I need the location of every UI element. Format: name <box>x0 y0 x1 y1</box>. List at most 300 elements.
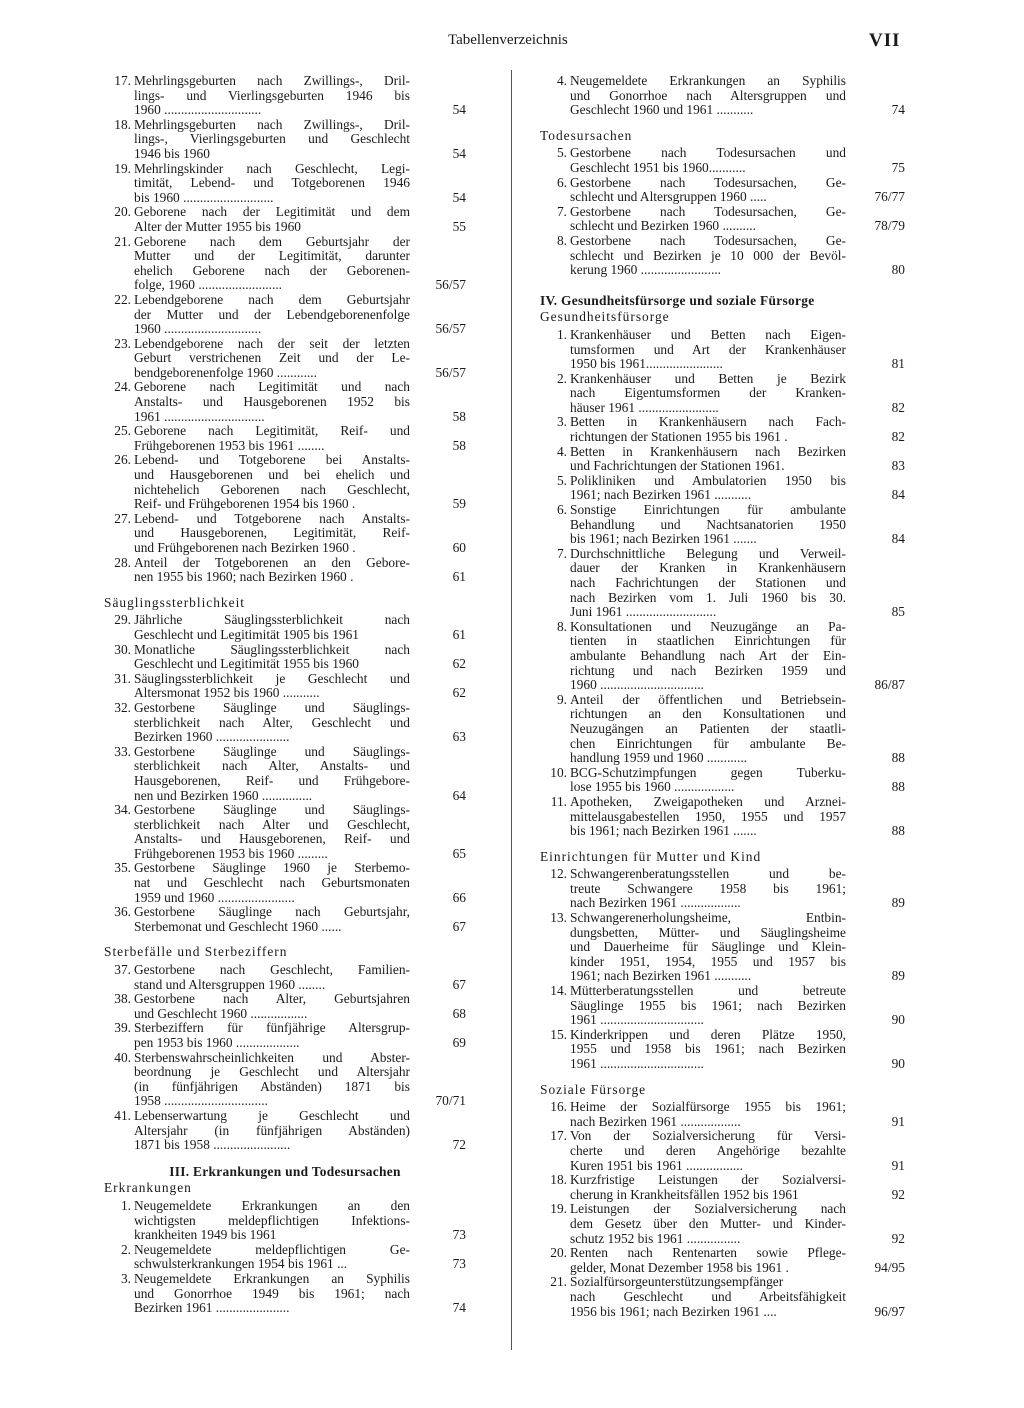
entry-title-line: tienten in staatlichen Einrichtungen für <box>570 634 846 649</box>
entry-number: 3. <box>556 414 567 430</box>
entry-title <box>570 234 846 278</box>
entry-title-line: Geschlecht und Legitimität 1905 bis 1961 <box>134 627 359 642</box>
entry-title-line: Altersmonat 1952 bis 1960 ........... <box>134 686 320 701</box>
entry-number: 25. <box>114 423 131 439</box>
entry-title-line: und Fachrichtungen der Stationen 1961. <box>570 459 785 474</box>
entry-title-line: Konsultationen und Neuzugänge an Pa- <box>570 619 846 634</box>
entry-title-line: Apotheken, Zweigapotheken und Arznei- <box>570 794 846 809</box>
entry-title-line: Säuglinge 1955 bis 1961; nach Bezirken <box>570 998 846 1013</box>
entry-page-number: 60 <box>452 540 466 555</box>
entry-number: 5. <box>556 472 567 488</box>
entry-title-line: der Mutter und der Lebendgeborenenfolge <box>134 307 410 322</box>
entry-title-line: Heime der Sozialfürsorge 1955 bis 1961; <box>570 1100 846 1115</box>
entry-title <box>570 445 846 474</box>
toc-entry <box>540 911 905 984</box>
entry-title-line: lings-, Vierlingsgeburten und Geschlecht <box>134 132 410 147</box>
entry-title-line: Säuglingssterblichkeit je Geschlecht und <box>134 671 410 686</box>
toc-entry <box>540 1173 905 1202</box>
entry-list <box>104 613 466 934</box>
entry-title-line: timität, Lebend- und Totgeborenen 1946 <box>134 176 410 191</box>
entry-title <box>570 693 846 766</box>
toc-entry <box>540 766 905 795</box>
entry-page-number: 67 <box>452 976 466 992</box>
entry-title-line: 1960 ............................. <box>134 103 262 118</box>
entry-title-line: Geborene nach Legitimität und nach <box>134 380 410 395</box>
entry-page-number: 64 <box>452 787 466 803</box>
entry-number: 1. <box>556 326 567 342</box>
entry-number: 33. <box>114 743 131 759</box>
entry-title-line: ambulante Behandlung nach Art der Ein- <box>570 648 846 663</box>
entry-number: 17. <box>550 1128 567 1144</box>
entry-title <box>134 162 410 206</box>
entry-title-line: bendgeborenenfolge 1960 ............ <box>134 365 317 380</box>
entry-number: 23. <box>114 335 131 351</box>
column-divider <box>511 70 512 1350</box>
entry-title-line: Renten nach Rentenarten sowie Pflege- <box>570 1246 846 1261</box>
entry-title <box>570 474 846 503</box>
entry-title <box>134 205 410 234</box>
entry-page-number: 66 <box>452 889 466 905</box>
section-heading-mutter-und-kind: Einrichtungen für Mutter und Kind <box>540 848 762 864</box>
entry-title-line: Gestorbene Säuglinge nach Geburtsjahr, <box>134 905 410 920</box>
entry-title <box>570 1275 846 1319</box>
entry-title <box>570 547 846 620</box>
entry-title-line: und Frühgeborenen nach Bezirken 1960 . <box>134 541 356 555</box>
running-header-title: Tabellenverzeichnis <box>448 32 568 48</box>
entry-page-number: 92 <box>891 1186 905 1202</box>
entry-title-line: BCG-Schutzimpfungen gegen Tuberku- <box>570 765 846 780</box>
entry-number: 36. <box>114 904 131 920</box>
entry-title-line: cherte und deren Angehörige bezahlte <box>570 1143 846 1158</box>
entry-page-number: 74 <box>891 102 905 118</box>
entry-page-number: 67 <box>452 918 466 934</box>
entry-title-line: 1959 und 1960 ....................... <box>134 890 295 905</box>
section-heading-soziale-fuersorge: Soziale Fürsorge <box>540 1081 647 1097</box>
toc-entry <box>104 905 466 934</box>
entry-page-number: 83 <box>891 458 905 474</box>
entry-page-number: 61 <box>452 569 466 585</box>
entry-page-number: 54 <box>452 189 466 205</box>
toc-entry <box>104 205 466 234</box>
entry-title <box>134 1051 410 1109</box>
entry-title-line: Krankenhäuser und Betten nach Eigen- <box>570 327 846 342</box>
entry-title-line: und Gonorrhoe nach Altersgruppen und <box>570 88 846 103</box>
entry-title-line: treute Schwangere 1958 bis 1961; <box>570 881 846 896</box>
toc-entry <box>104 293 466 337</box>
entry-title-line: chen Einrichtungen für ambulante Be- <box>570 736 846 751</box>
entry-title-line: nach Bezirken vom 1. Juli 1960 bis 30. <box>570 590 846 605</box>
entry-title-line: tumsformen und Art der Krankenhäuser <box>570 342 846 357</box>
entry-page-number: 76/77 <box>874 189 905 205</box>
toc-entry <box>104 337 466 381</box>
entry-title-line: Sterbeziffern für fünfjährige Altersgrup- <box>134 1021 410 1036</box>
entry-title-line: schlecht und Bezirken je 10 000 der Bevöl- <box>570 248 846 263</box>
entry-title-line: Neugemeldete meldepflichtigen Ge- <box>134 1242 410 1257</box>
entry-title-line: Mehrlingskinder nach Geschlecht, Legi- <box>134 161 410 176</box>
entry-title-line: nach Bezirken 1961 .................. <box>570 896 741 911</box>
entry-title-line: 1955 und 1958 bis 1961; nach Bezirken <box>570 1042 846 1057</box>
entry-title <box>134 613 410 642</box>
entry-title-line: 1956 bis 1961; nach Bezirken 1961 .... <box>570 1304 777 1319</box>
entry-number: 27. <box>114 510 131 526</box>
entry-title-line: krankheiten 1949 bis 1961 <box>134 1228 277 1243</box>
entry-title <box>570 146 846 175</box>
toc-entry <box>104 1109 466 1153</box>
entry-title <box>570 205 846 234</box>
entry-title-line: Gestorbene nach Todesursachen, Ge- <box>570 233 846 248</box>
entry-title-line: Gestorbene Säuglinge und Säuglings- <box>134 700 410 715</box>
entry-number: 1. <box>120 1197 131 1213</box>
page-number: VII <box>869 30 901 51</box>
entry-page-number: 82 <box>891 429 905 445</box>
entry-title-line: Neugemeldete Erkrankungen an Syphilis <box>134 1271 410 1286</box>
entry-title-line: sterblichkeit nach Alter und Geschlecht, <box>134 817 410 832</box>
toc-entry <box>104 613 466 642</box>
entry-title <box>570 176 846 205</box>
entry-number: 4. <box>556 73 567 88</box>
toc-entry <box>540 74 905 118</box>
entry-title-line: Betten in Krankenhäusern nach Bezirken <box>570 444 846 459</box>
toc-entry <box>540 176 905 205</box>
entry-title <box>570 766 846 795</box>
entry-title-line: sterblichkeit nach Alter, Geschlecht und <box>134 715 410 730</box>
entry-title <box>570 1173 846 1202</box>
right-column <box>540 74 905 1319</box>
entry-title-line: und Geschlecht 1960 ................. <box>134 1006 308 1021</box>
entry-title <box>134 701 410 745</box>
entry-title-line: Gestorbene nach Todesursachen und <box>570 146 846 161</box>
entry-title-line: Anteil der öffentlichen und Betriebsein- <box>570 692 846 707</box>
toc-entry <box>540 1202 905 1246</box>
entry-title-line: bis 1961; nach Bezirken 1961 ....... <box>570 824 757 839</box>
entry-title-line: Kinderkrippen und deren Plätze 1950, <box>570 1027 846 1042</box>
entry-title <box>570 1129 846 1173</box>
entry-list <box>104 74 466 585</box>
entry-page-number: 55 <box>452 218 466 234</box>
entry-title-line: Anstalts- und Hausgeborenen, Reif- und <box>134 832 410 847</box>
entry-list <box>104 963 466 1153</box>
toc-entry <box>104 701 466 745</box>
toc-entry <box>104 512 466 556</box>
entry-title-line: 1961; nach Bezirken 1961 ........... <box>570 969 752 984</box>
entry-page-number: 56/57 <box>435 277 466 293</box>
entry-page-number: 88 <box>891 750 905 766</box>
entry-title-line: schlecht und Altersgruppen 1960 ..... <box>570 190 767 205</box>
entry-page-number: 84 <box>891 531 905 547</box>
entry-title <box>570 911 846 984</box>
entry-title-line: Gestorbene nach Geschlecht, Familien- <box>134 963 410 978</box>
entry-number: 22. <box>114 291 131 307</box>
entry-number: 7. <box>556 203 567 219</box>
entry-page-number: 62 <box>452 685 466 701</box>
entry-title <box>134 118 410 162</box>
entry-title-line: nat und Geschlecht nach Geburtsmonaten <box>134 876 410 891</box>
entry-title-line: schlecht und Bezirken 1960 .......... <box>570 219 756 234</box>
entry-page-number: 89 <box>891 895 905 911</box>
entry-list <box>540 146 905 277</box>
entry-number: 10. <box>550 764 567 780</box>
entry-title-line: lose 1955 bis 1960 .................. <box>570 780 735 795</box>
toc-entry <box>104 672 466 701</box>
entry-title-line: und Hausgeborenen, Legitimität, Reif- <box>134 526 410 541</box>
entry-title-line: Sterbemonat und Geschlecht 1960 ...... <box>134 919 342 934</box>
toc-entry <box>540 1129 905 1173</box>
entry-list <box>540 328 905 839</box>
entry-title-line: Mehrlingsgeburten nach Zwillings-, Dril- <box>134 117 410 132</box>
entry-number: 6. <box>556 174 567 190</box>
entry-title <box>134 1199 410 1243</box>
entry-title <box>570 795 846 839</box>
entry-title-line: Mutter und der Legitimität, darunter <box>134 249 410 264</box>
entry-title-line: mittelausgabestellen 1950, 1955 und 1957 <box>570 809 846 824</box>
entry-page-number: 90 <box>891 1056 905 1071</box>
entry-page-number: 69 <box>452 1035 466 1050</box>
toc-entry <box>104 1243 466 1272</box>
entry-title-line: handlung 1959 und 1960 ............ <box>570 751 748 766</box>
entry-title-line: Gestorbene Säuglinge und Säuglings- <box>134 744 410 759</box>
entry-page-number: 86/87 <box>874 677 905 693</box>
entry-title-line: pen 1953 bis 1960 ................... <box>134 1036 300 1050</box>
entry-title-line: Hausgeborenen, Reif- und Frühgebore- <box>134 773 410 788</box>
toc-entry <box>104 74 466 118</box>
entry-title-line: nach Eigentumsformen der Kranken- <box>570 386 846 401</box>
entry-title-line: dauer der Kranken in Krankenhäusern <box>570 561 846 576</box>
entry-number: 18. <box>550 1172 567 1188</box>
entry-title-line: Jährliche Säuglingssterblichkeit nach <box>134 613 410 628</box>
entry-title-line: dungsbetten, Mütter- und Säuglingsheime <box>570 925 846 940</box>
entry-title <box>134 1272 410 1316</box>
entry-title-line: richtungen an den Konsultationen und <box>570 707 846 722</box>
entry-title-line: schwulsterkrankungen 1954 bis 1961 ... <box>134 1257 348 1272</box>
entry-title-line: Kurzfristige Leistungen der Sozialversi- <box>570 1173 846 1188</box>
entry-title-line: nen 1955 bis 1960; nach Bezirken 1960 . <box>134 570 354 585</box>
entry-title-line: 1950 bis 1961....................... <box>570 357 723 372</box>
entry-page-number: 91 <box>891 1157 905 1173</box>
entry-title <box>134 643 410 672</box>
entry-title-line: Gestorbene Säuglinge 1960 je Sterbemo- <box>134 861 410 876</box>
entry-title-line: Altersjahr (in fünfjährigen Abständen) <box>134 1123 410 1138</box>
toc-entry <box>540 1275 905 1319</box>
entry-title-line: 1871 bis 1958 ....................... <box>134 1138 291 1153</box>
toc-entry <box>540 1246 905 1275</box>
entry-page-number: 73 <box>452 1227 466 1243</box>
toc-entry <box>104 1199 466 1243</box>
entry-title-line: nichtehelich Geborenen nach Geschlecht, <box>134 482 410 497</box>
entry-title <box>570 372 846 416</box>
entry-title-line: Polikliniken und Ambulatorien 1950 bis <box>570 473 846 488</box>
entry-number: 37. <box>114 962 131 978</box>
entry-page-number: 62 <box>452 656 466 672</box>
toc-entry <box>540 795 905 839</box>
entry-title-line: Gestorbene nach Todesursachen, Ge- <box>570 175 846 190</box>
entry-title <box>570 984 846 1028</box>
entry-number: 8. <box>556 232 567 248</box>
entry-title-line: nach Geschlecht und Arbeitsfähigkeit <box>570 1289 846 1304</box>
entry-title <box>134 293 410 337</box>
entry-page-number: 91 <box>891 1113 905 1129</box>
entry-number: 14. <box>550 983 567 999</box>
entry-title-line: Betten in Krankenhäusern nach Fach- <box>570 415 846 430</box>
entry-title-line: Mütterberatungsstellen und betreute <box>570 984 846 999</box>
entry-title <box>134 963 410 992</box>
toc-entry <box>104 162 466 206</box>
entry-title-line: nen und Bezirken 1960 ............... <box>134 788 313 803</box>
section-heading-gesundheitsfuersorge: Gesundheitsfürsorge <box>540 309 670 325</box>
entry-title-line: Geborene nach dem Geburtsjahr der <box>134 234 410 249</box>
entry-number: 12. <box>550 866 567 882</box>
entry-title-line: cherung in Krankheitsfällen 1952 bis 1961 <box>570 1187 799 1202</box>
entry-title <box>134 1021 410 1050</box>
section-heading-erkrankungen: Erkrankungen <box>104 1180 192 1196</box>
entry-number: 20. <box>114 204 131 220</box>
toc-entry <box>540 693 905 766</box>
entry-number: 38. <box>114 991 131 1007</box>
entry-list <box>104 1199 466 1316</box>
entry-page-number: 56/57 <box>435 364 466 380</box>
entry-number: 40. <box>114 1049 131 1065</box>
toc-entry <box>540 984 905 1028</box>
toc-entry <box>540 328 905 372</box>
toc-entry <box>540 1100 905 1129</box>
entry-title-line: Gestorbene nach Todesursachen, Ge- <box>570 204 846 219</box>
entry-page-number: 84 <box>891 487 905 503</box>
entry-page-number: 92 <box>891 1230 905 1246</box>
entry-title-line: Geschlecht und Legitimität 1955 bis 1960 <box>134 657 359 672</box>
entry-title-line: bis 1960 ........................... <box>134 190 274 205</box>
entry-title-line: Durchschnittliche Belegung und Verweil- <box>570 546 846 561</box>
entry-title-line: und Dauerheime für Säuglinge und Klein- <box>570 940 846 955</box>
toc-entry <box>540 503 905 547</box>
entry-title-line: 1961; nach Bezirken 1961 ........... <box>570 488 752 503</box>
entry-title-line: Anstalts- und Hausgeborenen 1952 bis <box>134 395 410 410</box>
entry-page-number: 72 <box>452 1137 466 1153</box>
entry-number: 34. <box>114 802 131 818</box>
toc-entry <box>104 453 466 511</box>
entry-page-number: 63 <box>452 729 466 745</box>
entry-page-number: 74 <box>452 1300 466 1316</box>
entry-title-line: nach Bezirken 1961 .................. <box>570 1114 741 1129</box>
entry-number: 24. <box>114 379 131 395</box>
entry-number: 29. <box>114 612 131 628</box>
entry-title <box>134 337 410 381</box>
toc-entry <box>104 118 466 162</box>
entry-title <box>134 803 410 861</box>
entry-number: 6. <box>556 502 567 518</box>
entry-title-line: und Hausgeborenen und bei ehelich und <box>134 468 410 483</box>
entry-title-line: stand und Altersgruppen 1960 ........ <box>134 977 326 992</box>
toc-entry <box>540 415 905 444</box>
entry-title-line: richtungen der Stationen 1955 bis 1961 . <box>570 430 788 445</box>
entry-title <box>134 512 410 556</box>
entry-title-line: Gestorbene nach Alter, Geburtsjahren <box>134 992 410 1007</box>
entry-title-line: Lebendgeborene nach der seit der letzten <box>134 336 410 351</box>
entry-title-line: Anteil der Totgeborenen an den Gebore- <box>134 555 410 570</box>
entry-number: 19. <box>550 1201 567 1217</box>
entry-title-line: (in fünfjährigen Abständen) 1871 bis <box>134 1079 410 1094</box>
entry-page-number: 89 <box>891 968 905 984</box>
entry-list <box>540 867 905 1071</box>
entry-number: 11. <box>550 793 567 809</box>
entry-title-line: sterblichkeit nach Alter, Anstalts- und <box>134 759 410 774</box>
entry-number: 16. <box>550 1099 567 1115</box>
toc-entry <box>540 146 905 175</box>
toc-entry <box>104 861 466 905</box>
entry-title-line: 1961 .............................. <box>134 409 265 424</box>
entry-title-line: Sonstige Einrichtungen für ambulante <box>570 503 846 518</box>
entry-title-line: Frühgeborenen 1953 bis 1961 ........ <box>134 438 325 453</box>
entry-page-number: 80 <box>891 262 905 278</box>
entry-title-line: wichtigsten meldepflichtigen Infektions- <box>134 1213 410 1228</box>
entry-page-number: 59 <box>452 496 466 512</box>
entry-title <box>570 1028 846 1072</box>
entry-page-number: 56/57 <box>435 321 466 337</box>
entry-title <box>134 424 410 453</box>
entry-page-number: 58 <box>452 408 466 424</box>
entry-title-line: Juni 1961 ........................... <box>570 605 717 620</box>
toc-entry <box>540 547 905 620</box>
entry-number: 18. <box>114 116 131 132</box>
entry-page-number: 88 <box>891 823 905 839</box>
entry-title-line: Gestorbene Säuglinge und Säuglings- <box>134 803 410 818</box>
entry-title <box>134 672 410 701</box>
entry-page-number: 96/97 <box>874 1303 905 1319</box>
entry-page-number: 68 <box>452 1005 466 1021</box>
entry-page-number: 70/71 <box>435 1093 466 1109</box>
entry-title <box>134 556 410 585</box>
entry-title-line: Kuren 1951 bis 1961 ................. <box>570 1158 743 1173</box>
toc-entry <box>540 1028 905 1072</box>
entry-number: 32. <box>114 699 131 715</box>
toc-entry <box>540 445 905 474</box>
chapter-heading-iv: IV. Gesundheitsfürsorge und soziale Fürsorge <box>540 292 815 308</box>
entry-title <box>134 380 410 424</box>
entry-title-line: Lebenserwartung je Geschlecht und <box>134 1108 410 1123</box>
entry-title-line: ehelich Geborene nach der Geborenen- <box>134 263 410 278</box>
entry-title-line: Schwangerenerholungsheime, Entbin- <box>570 911 846 926</box>
entry-title-line: Von der Sozialversicherung für Versi- <box>570 1129 846 1144</box>
entry-title-line: dem Gesetz über den Mutter- und Kinder- <box>570 1216 846 1231</box>
toc-entry <box>104 556 466 585</box>
section-heading-todesursachen: Todesursachen <box>540 127 633 143</box>
toc-entry <box>104 643 466 672</box>
entry-title-line: Frühgeborenen 1953 bis 1960 ......... <box>134 846 328 861</box>
chapter-heading-iii: III. Erkrankungen und Todesursachen <box>169 1163 401 1179</box>
entry-list <box>540 74 905 118</box>
toc-entry <box>104 235 466 293</box>
entry-title <box>570 867 846 911</box>
entry-page-number: 73 <box>452 1256 466 1272</box>
entry-number: 35. <box>114 860 131 876</box>
entry-page-number: 82 <box>891 399 905 415</box>
entry-number: 9. <box>556 691 567 707</box>
entry-title <box>570 74 846 118</box>
entry-title <box>570 1202 846 1246</box>
entry-title-line: Geburt verstrichenen Zeit und der Le- <box>134 351 410 366</box>
toc-entry <box>104 380 466 424</box>
entry-title-line: Lebendgeborene nach dem Geburtsjahr <box>134 292 410 307</box>
toc-entry <box>104 1051 466 1109</box>
entry-number: 31. <box>114 670 131 686</box>
entry-title-line: bis 1961; nach Bezirken 1961 ....... <box>570 532 757 547</box>
entry-number: 3. <box>120 1270 131 1286</box>
entry-number: 2. <box>120 1241 131 1257</box>
entry-page-number: 85 <box>891 604 905 620</box>
entry-title-line: lings- und Vierlingsgeburten 1946 bis <box>134 88 410 103</box>
entry-title-line: Bezirken 1961 ...................... <box>134 1301 290 1316</box>
entry-number: 19. <box>114 160 131 176</box>
entry-title-line: Sozialfürsorgeunterstützungsempfänger <box>570 1275 784 1290</box>
entry-title <box>134 235 410 293</box>
